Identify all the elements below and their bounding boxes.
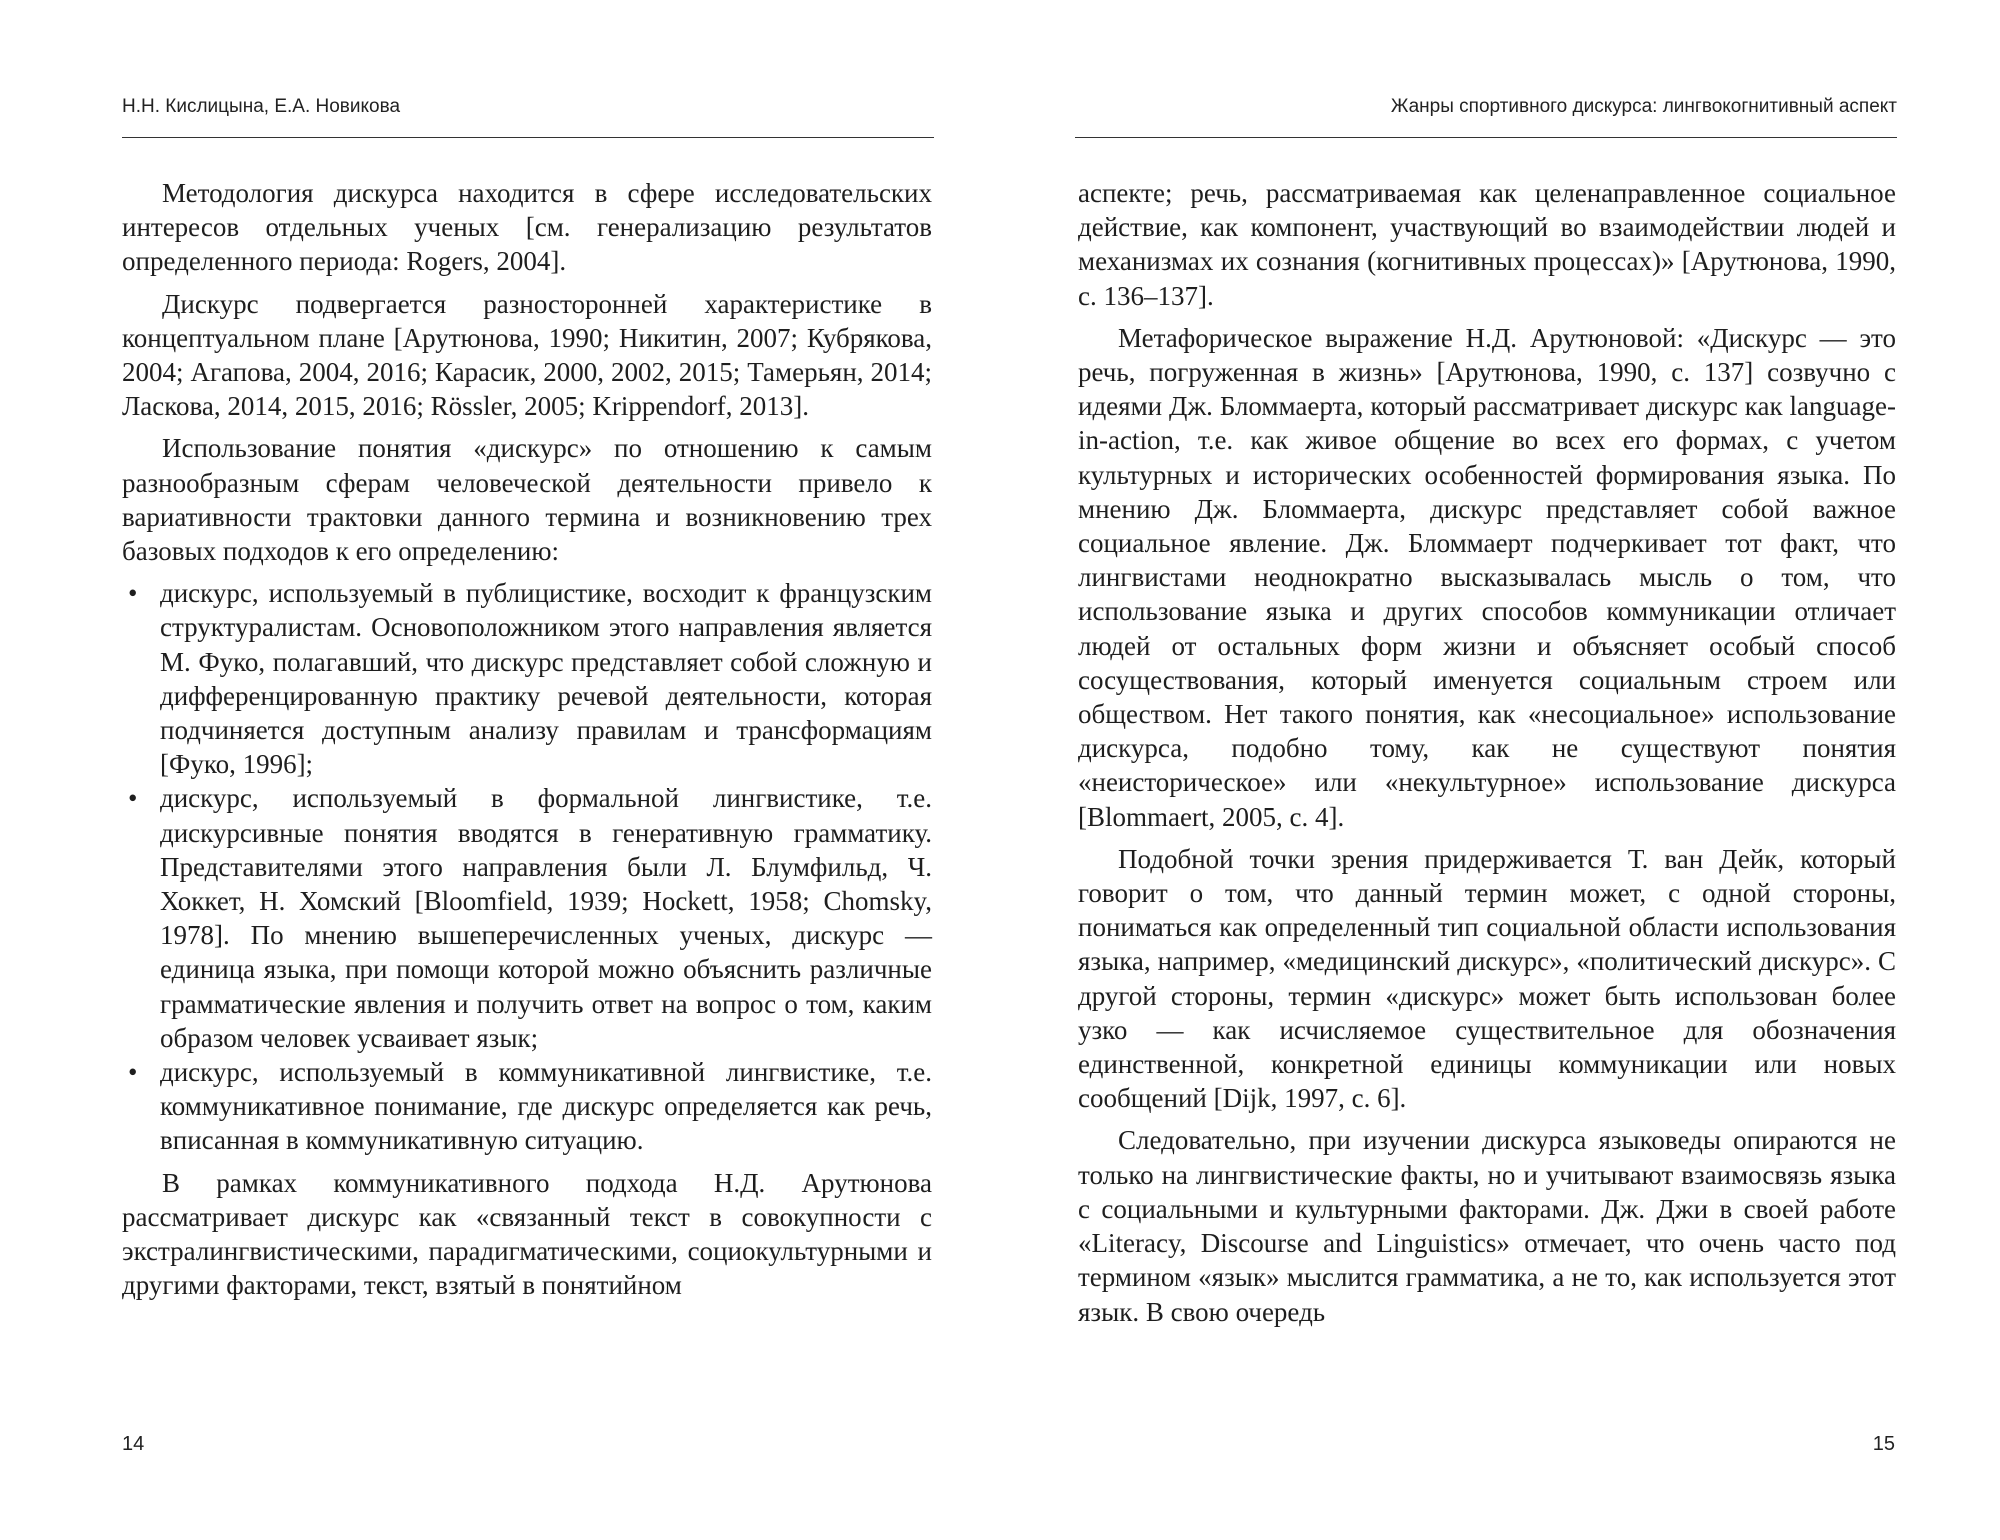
header-rule bbox=[122, 137, 934, 138]
bullet-icon: • bbox=[128, 1057, 138, 1088]
list-item bbox=[122, 781, 932, 1055]
paragraph-continuation: аспекте; речь, рассматриваемая как целенаправленное социальное действие, как компонент, участвующий во взаимодействии людей и механизмах их сознания (когнитивных процессах)» [Арутюнова, 1990, с. 136–137]. bbox=[1078, 178, 1896, 311]
bullet-icon: • bbox=[128, 578, 138, 609]
paragraph: Использование понятия «дискурс» по отношению к самым разнообразным сферам человеческой деятельности привело к вариативности трактовки данного термина и возникновению трех базовых подходов к его определению: bbox=[122, 433, 932, 567]
paragraph: Методология дискурса находится в сфере исследовательских интересов отдельных ученых [см. генерализацию результатов определенного периода: Rogers, 2004]. bbox=[122, 178, 932, 277]
paragraph: Дискурс подвергается разносторонней характеристике в концептуальном плане [Арутюнова, 1990; Никитин, 2007; Кубрякова, 2004; Агапова, 2004, 2016; Карасик, 2000, 2002, 2015; Тамерьян, 2014; Ласкова, 2014, 2015, 2016; Rössler, 2005; Krippendorf, 2013]. bbox=[122, 288, 932, 422]
right-page bbox=[1000, 0, 2000, 1540]
bullet-icon: • bbox=[128, 783, 138, 814]
paragraph: Подобной точки зрения придерживается Т. ван Дейк, который говорит о том, что данный термин может, с одной стороны, пониматься как определенный тип социальной области использования языка, например, «медицинский дискурс», «политический дискурс». С другой стороны, термин «дискурс» может быть использован более узко — как исчисляемое существительное для обозначения единственной, конкретной единицы коммуникации или новых сообщений [Dijk, 1997, с. 6]. bbox=[1078, 843, 1896, 1114]
left-text-column bbox=[122, 176, 932, 1311]
paragraph: Следовательно, при изучении дискурса языковеды опираются не только на лингвистические факты, но и учитывают взаимосвязь языка с социальными и культурными факторами. Дж. Джи в своей работе «Literacy, Discourse and Linguistics» отмечает, что очень часто под термином «язык» мыслится грамматика, а не то, как используется этот язык. В свою очередь bbox=[1078, 1125, 1896, 1327]
page-number: 15 bbox=[1872, 1433, 1895, 1455]
paragraph: Метафорическое выражение Н.Д. Арутюновой: «Дискурс — это речь, погруженная в жизнь» [Арутюнова, 1990, с. 137] созвучно с идеями Дж. Бломмаерта, который рассматривает дискурс как language-in-action, т.е. как живое общение во всех его формах, с учетом культурных и исторических особенностей формирования языка. По мнению Дж. Бломмаерта, дискурс представляет собой важное социальное явление. Дж. Бломмаерт подчеркивает тот факт, что лингвистами неоднократно высказывалась мысль о том, что использование языка и других способов коммуникации отличает людей от остальных форм жизни и объясняет особый способ сосуществования, который именуется социальным строем или обществом. Нет такого понятия, как «несоциальное» использование дискурса, подобно тому, как не существуют понятия «неисторическое» или «некультурное» использование дискурса [Blommaert, 2005, с. 4]. bbox=[1078, 322, 1896, 832]
running-head-title: Жанры спортивного дискурса: лингвокогнитивный аспект bbox=[1390, 96, 1897, 117]
header-rule bbox=[1075, 137, 1897, 138]
list-item-text: дискурс, используемый в коммуникативной лингвистике, т.е. коммуникативное понимание, где дискурс определяется как речь, вписанная в коммуникативную ситуацию. bbox=[160, 1057, 932, 1156]
list-item-text: дискурс, используемый в формальной лингвистике, т.е. дискурсивные понятия вводятся в генеративную грамматику. Представителями этого направления были Л. Блумфильд, Ч. Хоккет, Н. Хомский [Bloomfield, 1939; Hockett, 1958; Chomsky, 1978]. По мнению вышеперечисленных ученых, дискурс — единица языка, при помощи которой можно объяснить различные грамматические явления и получить ответ на вопрос о том, каким образом человек усваивает язык; bbox=[160, 783, 932, 1053]
approaches-list bbox=[122, 576, 932, 1157]
list-item bbox=[122, 576, 932, 781]
right-text-column bbox=[1078, 176, 1896, 1337]
list-item-text: дискурс, используемый в публицистике, восходит к французским структуралистам. Основоположником этого направления является М. Фуко, полагавший, что дискурс представляет собой сложную и дифференцированную практику речевой деятельности, которая подчиняется доступным анализу правилам и трансформациям [Фуко, 1996]; bbox=[160, 578, 932, 780]
paragraph: В рамках коммуникативного подхода Н.Д. Арутюнова рассматривает дискурс как «связанный текст в совокупности с экстралингвистическими, парадигматическими, социокультурными и другими факторами, текст, взятый в понятийном bbox=[122, 1167, 932, 1301]
list-item bbox=[122, 1055, 932, 1158]
page-number: 14 bbox=[122, 1433, 145, 1455]
running-head-authors: Н.Н. Кислицына, Е.А. Новикова bbox=[122, 96, 401, 117]
